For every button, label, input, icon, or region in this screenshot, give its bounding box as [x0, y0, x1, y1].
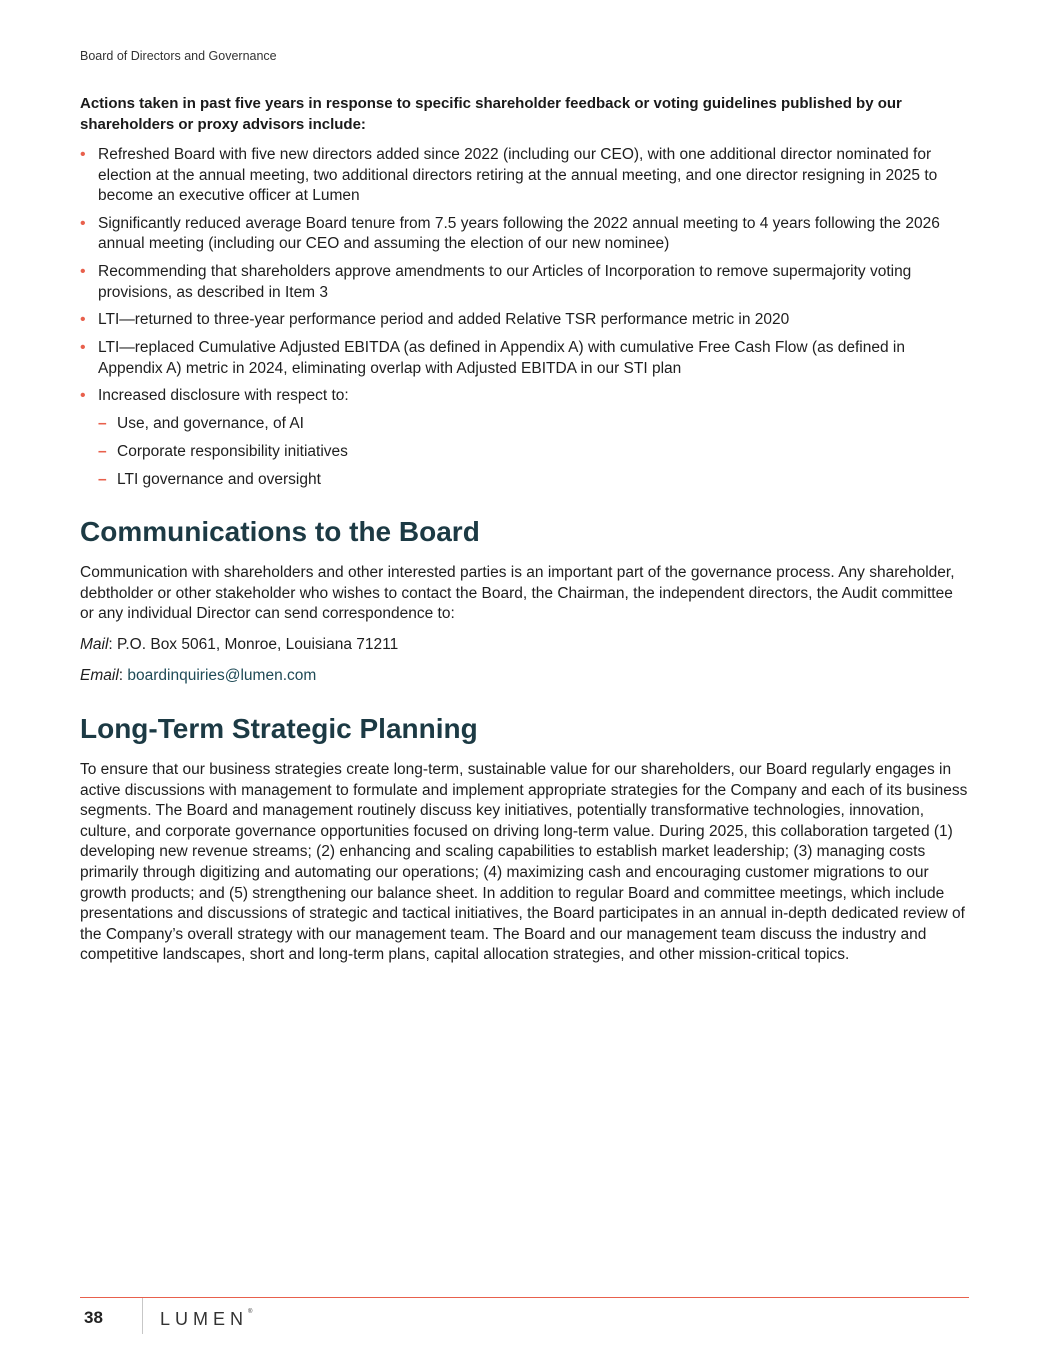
list-item-disclosure [80, 386, 970, 490]
section-heading-planning: Long-Term Strategic Planning [80, 713, 478, 744]
communications-paragraph: Communication with shareholders and other interested parties is an important part of the governance process. Any shareholder, debtholder or other stakeholder who wishes to contact the Board, the Chairman, the independent directors, the Audit committee or any individual Director can send correspondence to: [80, 564, 955, 623]
section-heading-communications: Communications to the Board [80, 516, 480, 547]
mail-label: Mail [80, 636, 109, 653]
disclosure-sublist [98, 414, 970, 490]
actions-list [80, 145, 970, 498]
footer-separator [142, 1298, 143, 1334]
page-number: 38 [84, 1308, 103, 1327]
sub-list-item: – Corporate responsibility initiatives [98, 442, 970, 463]
email-link[interactable]: boardinquiries@lumen.com [127, 667, 317, 684]
footer-divider [80, 1297, 969, 1298]
list-item: • Significantly reduced average Board tenure from 7.5 years following the 2022 annual meeting to 4 years following the 2026 annual meeting (including our CEO and assuming the election of our new nominee) [80, 214, 970, 255]
email-line [80, 666, 970, 687]
list-item-label: Increased disclosure with respect to: [98, 387, 349, 405]
logo-wordmark: LUMEN [160, 1309, 249, 1329]
sub-list-item: – LTI governance and oversight [98, 470, 970, 491]
planning-paragraph: To ensure that our business strategies create long-term, sustainable value for our shareholders, our Board regularly engages in active discussions with management to formulate and implement appropriate strategies for the Company and each of its business segments. The Board and management routinely discuss key initiatives, potentially transformative technologies, innovation, culture, and corporate governance opportunities focused on driving long-term value. During 2025, this collaboration targeted (1) developing new revenue streams; (2) enhancing and scaling capabilities to establish market leadership; (3) managing costs primarily through digitizing and automating our operations; (4) maximizing cash and encouraging customer migrations to our growth products; and (5) strengthening our balance sheet. In addition to regular Board and committee meetings, which include presentations and discussions of strategic and tactical initiatives, the Board participates in an annual in-depth dedicated review of the Company’s overall strategy with our management team. The Board and our management team discuss the industry and competitive landscapes, short and long-term plans, capital allocation strategies, and other mission-critical topics. [80, 761, 968, 964]
list-item: • LTI—returned to three-year performance period and added Relative TSR performance metric in 2020 [80, 310, 970, 331]
mail-line [80, 635, 970, 656]
registered-mark: ® [248, 1309, 253, 1315]
email-separator: : [118, 667, 128, 684]
running-header: Board of Directors and Governance [80, 49, 277, 63]
mail-address: : P.O. Box 5061, Monroe, Louisiana 71211 [108, 636, 399, 653]
list-item: • LTI—replaced Cumulative Adjusted EBITDA (as defined in Appendix A) with cumulative Free Cash Flow (as defined in Appendix A) metric in 2024, eliminating overlap with Adjusted EBITDA in our STI plan [80, 338, 970, 379]
list-item: • Recommending that shareholders approve amendments to our Articles of Incorporation to remove supermajority voting provisions, as described in Item 3 [80, 262, 970, 303]
email-label: Email [80, 667, 119, 684]
sub-list-item: – Use, and governance, of AI [98, 414, 970, 435]
list-item: • Refreshed Board with five new directors added since 2022 (including our CEO), with one additional director nominated for election at the annual meeting, two additional directors retiring at the annual meeting, and one director resigning in 2025 to become an executive officer at Lumen [80, 145, 970, 207]
intro-heading: Actions taken in past five years in response to specific shareholder feedback or voting guidelines published by our shareholders or proxy advisors include: [80, 95, 902, 133]
lumen-logo [160, 1309, 252, 1330]
